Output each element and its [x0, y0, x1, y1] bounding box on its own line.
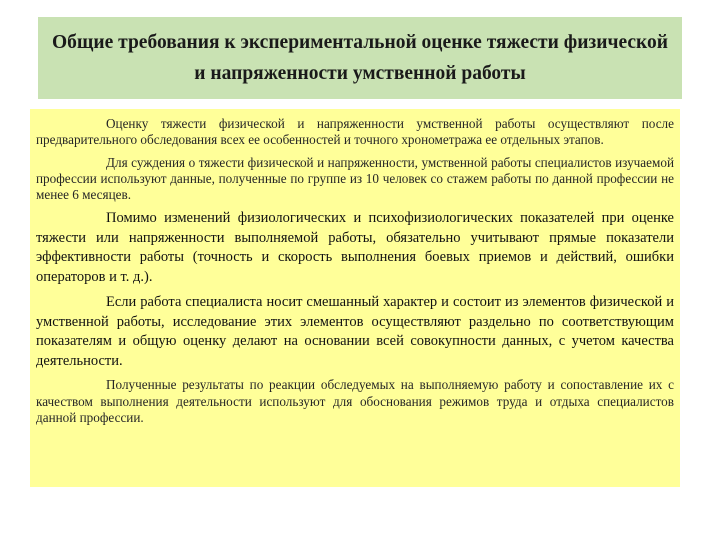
- paragraph-3: Помимо изменений физиологических и психофизиологических показателей при оценке тяжести или напряженности выполняемой работы, обязательно учитывают прямые показатели эффективности работы (точность и скорость выполнения боевых приемов и действий, ошибки операторов и т. д.).: [36, 210, 674, 285]
- paragraph-4: Если работа специалиста носит смешанный характер и состоит из элементов физической и умственной работы, исследование этих элементов осуществляют раздельно по соответствующим показателям и общую оценку делают на основании всей совокупности данных, с учетом качества деятельности.: [36, 294, 674, 369]
- slide-title: Общие требования к экспериментальной оценке тяжести физической и напряженности умственной работы: [51, 32, 669, 84]
- title-banner: [38, 17, 682, 99]
- paragraph-2: Для суждения о тяжести физической и напряженности, умственной работы специалистов изучаемой профессии используют данные, полученные по группе из 10 человек со стажем работы по данной профессии не менее 6 месяцев.: [36, 154, 674, 203]
- paragraph-5: Полученные результаты по реакции обследуемых на выполняемую работу и сопоставление их с качеством выполнения деятельности используют для обоснования режимов труда и отдыха специалистов данной профессии.: [36, 377, 674, 426]
- content-panel: [30, 109, 680, 487]
- paragraph-1: Оценку тяжести физической и напряженности умственной работы осуществляют после предварительного обследования всех ее особенностей и точного хронометража ее отдельных этапов.: [36, 116, 674, 148]
